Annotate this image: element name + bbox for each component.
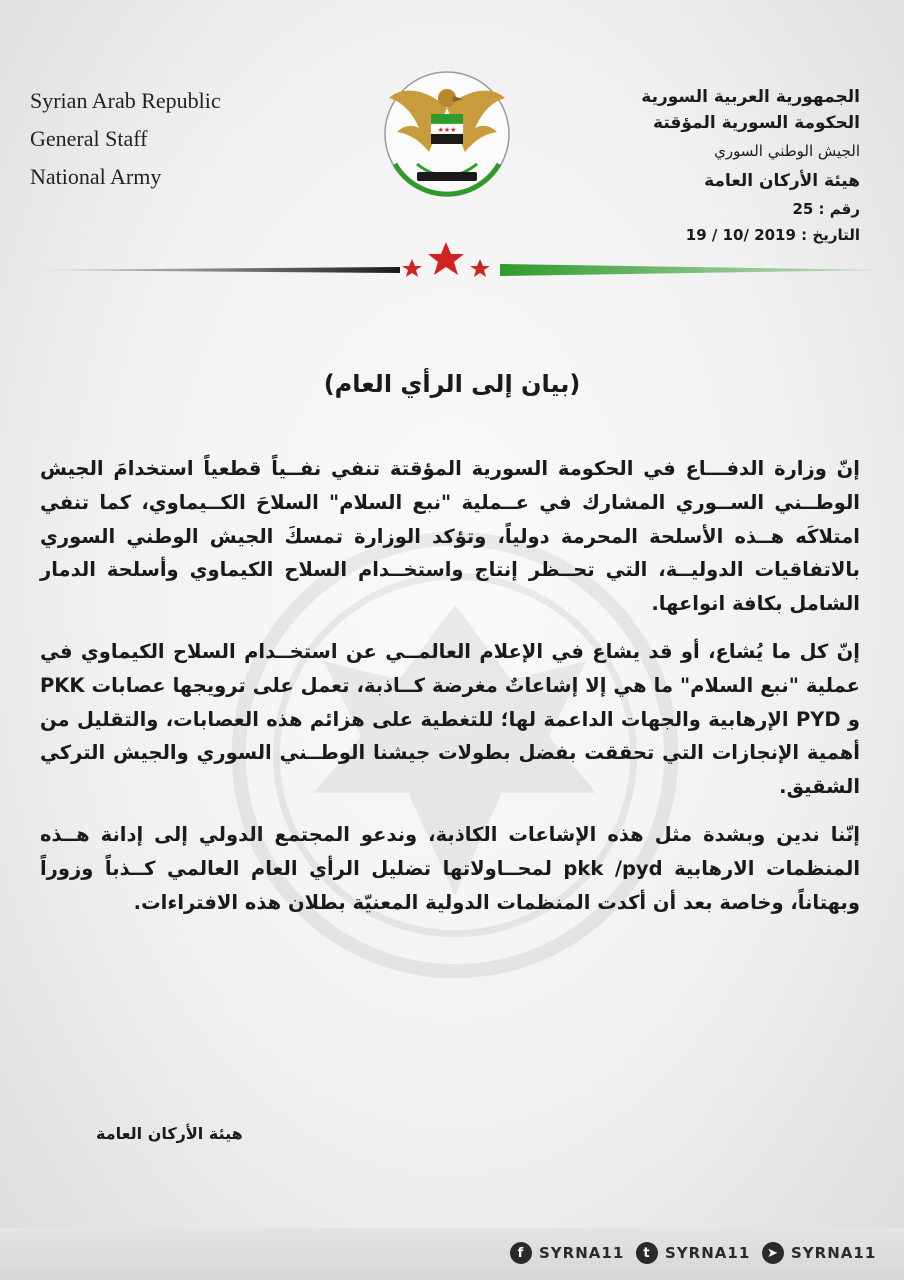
twitter-link[interactable] xyxy=(636,1242,750,1264)
national-army-emblem xyxy=(367,68,527,200)
facebook-icon: f xyxy=(510,1242,532,1264)
arabic-header xyxy=(641,84,860,248)
english-line-national-army: National Army xyxy=(30,164,162,189)
statement-body xyxy=(40,452,860,933)
paragraph-rumors: إنّ كل ما يُشاع، أو قد يشاع في الإعلام العالمــي عن استخــدام السلاح الكيماوي في عملية "نبع السلام" ما هي إلا إشاعاتٌ مغرضة كــاذبة، تعمل على ترويجها عصابات PKK و PYD الإرهابية والجهات الداعمة لها؛ للتغطية على هزائم هذه العصابات، والتقليل من أهمية الإنجازات التي تحققت بفضل بطولات جيشنا الوطــني السوري والجيش التركي الشقيق. xyxy=(40,639,860,799)
telegram-link[interactable] xyxy=(762,1242,876,1264)
facebook-handle: SYRNA11 xyxy=(539,1244,625,1262)
english-line-general-staff: General Staff xyxy=(30,126,148,151)
header-divider xyxy=(0,240,904,290)
twitter-icon: t xyxy=(636,1242,658,1264)
footer-bar xyxy=(0,1228,904,1280)
english-line-republic: Syrian Arab Republic xyxy=(30,88,221,113)
arabic-line-general-staff: هيئة الأركان العامة xyxy=(704,171,860,191)
facebook-link[interactable] xyxy=(510,1242,624,1264)
document-number: رقم : 25 xyxy=(792,200,860,218)
arabic-line-interim-government: الحكومة السورية المؤقتة xyxy=(653,113,860,133)
telegram-icon: ➤ xyxy=(762,1242,784,1264)
document-date: التاريخ : 2019 /10 / 19 xyxy=(685,226,860,244)
red-stars xyxy=(402,242,490,277)
english-header xyxy=(30,82,221,196)
arabic-line-national-army: الجيش الوطني السوري xyxy=(714,142,860,160)
telegram-handle: SYRNA11 xyxy=(791,1244,877,1262)
twitter-handle: SYRNA11 xyxy=(665,1244,751,1262)
signature: هيئة الأركان العامة xyxy=(96,1124,243,1143)
paragraph-denial: إنّ وزارة الدفـــاع في الحكومة السورية المؤقتة تنفي نفــياً قطعياً استخدامَ الجيش الوطــني الســوري المشارك في عــملية "نبع السلام" السلاحَ الكــيماوي، كما تنفي امتلاكَه هــذه الأسلحة المحرمة دولياً، وتؤكد الوزارة تمسكَ الجيش الوطني السوري بالاتفاقيات الدوليــة، التي تحــظر إنتاج واستخــدام السلاح الكيماوي وأسلحة الدمار الشامل بكافة انواعها. xyxy=(40,457,860,616)
arabic-line-republic: الجمهورية العربية السورية xyxy=(641,87,860,107)
statement-title: (بيان إلى الرأي العام) xyxy=(323,370,581,398)
svg-text:★★★: ★★★ xyxy=(437,126,457,134)
paragraph-condemnation: إنّنا ندين وبشدة مثل هذه الإشاعات الكاذبة، وندعو المجتمع الدولي إلى إدانة هــذه المنظمات الارهابية pkk /pyd لمحــاولاتها تضليل الرأي العام العالمي كــذباً وزوراً وبهتاناً، وخاصة بعد أن أكدت المنظمات الدولية المعنيّة بطلان هذه الافتراءات. xyxy=(40,822,860,914)
